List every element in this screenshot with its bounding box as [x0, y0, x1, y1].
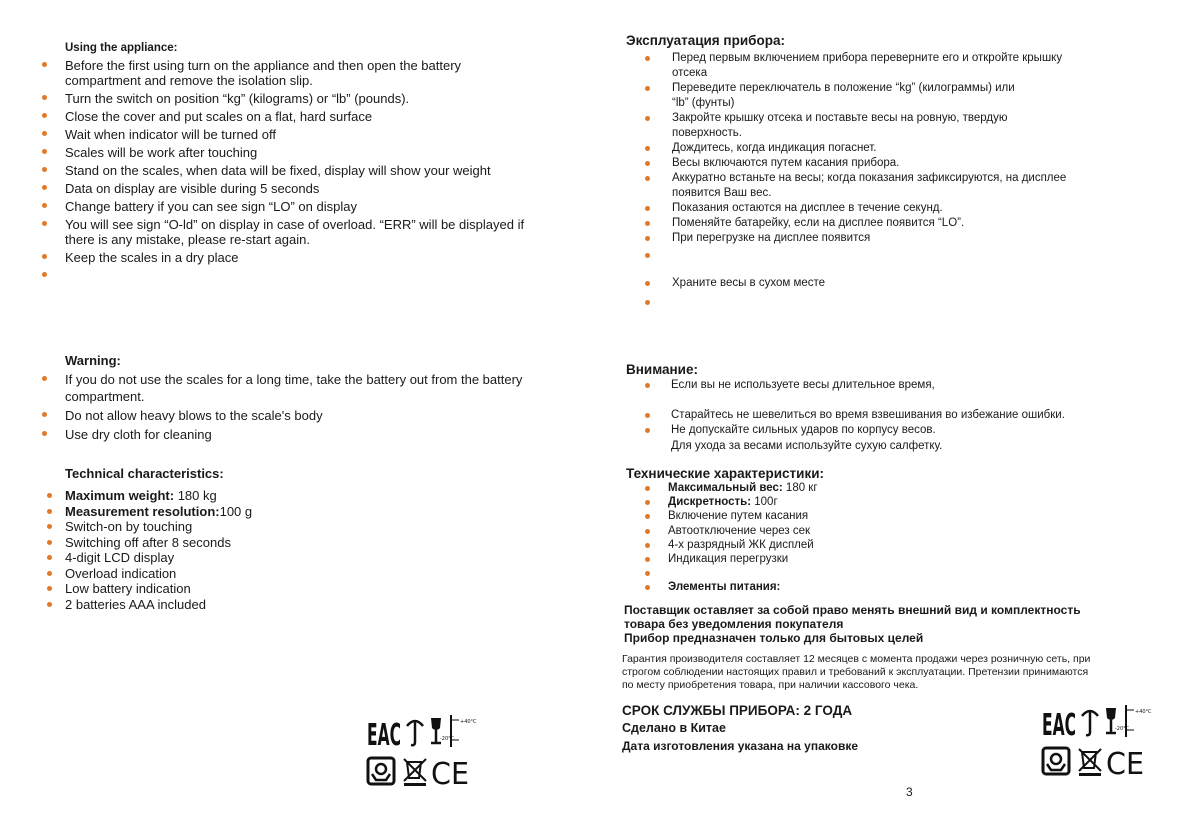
bullet-marker [42, 167, 47, 172]
tech-item-label: Элементы питания: [668, 581, 781, 594]
ce-mark [431, 757, 469, 788]
svg-text:-20°C: -20°C [1115, 726, 1130, 732]
list-item-text: Аккуратно встаньте на весы; когда показания зафиксируются, на дисплее [672, 172, 1067, 184]
eac-mark [367, 718, 401, 753]
tech-item-label: Maximum weight: [65, 488, 175, 503]
warning-extra-ru: Для ухода за весами используйте сухую салфетку. [671, 440, 943, 452]
bullet-marker [645, 176, 650, 181]
bullet-marker [645, 253, 650, 258]
tech-item [668, 580, 780, 594]
umbrella-icon [407, 721, 423, 745]
list-item-text: Keep the scales in a dry place [65, 250, 239, 265]
svg-text:+40°C: +40°C [1135, 709, 1152, 715]
list-item-text: Храните весы в сухом месте [672, 277, 826, 289]
bullet-marker [42, 62, 47, 67]
tech-item [65, 535, 231, 550]
bullet-marker [47, 602, 52, 607]
bullet-marker [42, 203, 47, 208]
list-item-text: You will see sign “O-ld” on display in case of overload. “ERR” will be displayed if [65, 217, 525, 232]
bullet-marker [47, 571, 52, 576]
list-item-text: Перед первым включением прибора переверните его и откройте крышку [672, 52, 1063, 64]
list-item-text: there is any mistake, please re-start again. [65, 232, 310, 247]
bullet-marker [42, 431, 47, 436]
list-item-text: Старайтесь не шевелиться во время взвешивания во избежание ошибки. [671, 409, 1065, 421]
page-number: 3 [906, 785, 913, 799]
list-item-text: Не допускайте сильных ударов по корпусу весов. [671, 424, 936, 436]
temperature-range-icon [440, 715, 477, 747]
bullet-marker [47, 493, 52, 498]
service-life: СРОК СЛУЖБЫ ПРИБОРА: 2 ГОДА [622, 703, 853, 718]
list-item-text: При перегрузке на дисплее появится [672, 232, 871, 244]
bullet-marker [645, 281, 650, 286]
list-item-text: “lb” (фунты) [672, 97, 735, 109]
tech-item [65, 597, 206, 612]
tech-item [65, 488, 217, 503]
svg-text:EAC: EAC [367, 718, 401, 753]
list-item-text: отсека [672, 67, 708, 79]
bullet-marker [645, 86, 650, 91]
list-item-text: Turn the switch on position “kg” (kilograms) or “lb” (pounds). [65, 91, 410, 106]
bullet-marker [42, 149, 47, 154]
list-item-text: Do not allow heavy blows to the scale's body [65, 408, 323, 423]
bullet-marker [42, 185, 47, 190]
svg-text:CE: CE [431, 757, 469, 788]
list-item-text: Data on display are visible during 5 seconds [65, 181, 320, 196]
warranty-line-3: по месту приобретения товара, при наличии кассового чека. [622, 679, 919, 691]
tech-item-value: 100 g [219, 503, 253, 519]
tech-item-value: Включение путем касания [668, 510, 809, 523]
tech-item [668, 509, 808, 523]
eac-mark [1042, 708, 1076, 743]
handle-with-care-icon [1043, 748, 1069, 774]
tech-item-value: Индикация перегрузки [668, 553, 789, 565]
tech-item-value: Overload indication [65, 565, 177, 581]
household-use-notice: Прибор предназначен только для бытовых целей [624, 631, 924, 645]
certification-marks-left [365, 712, 477, 788]
bullet-marker [42, 254, 47, 259]
warning-title-ru: Внимание: [626, 362, 698, 377]
handle-with-care-icon [368, 758, 394, 784]
tech-item-label: Measurement resolution: [65, 503, 220, 519]
tech-item-label: Дискретность: [668, 496, 752, 509]
using-title: Using the appliance: [65, 42, 178, 54]
list-item-text: Если вы не используете весы длительное время, [671, 379, 935, 391]
temperature-range-icon [1115, 705, 1152, 737]
manufacture-date: Дата изготовления указана на упаковке [622, 739, 859, 753]
tech-item [65, 550, 174, 565]
tech-item [668, 524, 810, 538]
list-item-text: Показания остаются на дисплее в течение секунд. [672, 202, 943, 214]
tech-item-value: Switching off after 8 seconds [65, 534, 231, 550]
weee-bin-icon [404, 759, 426, 786]
tech-item [668, 552, 788, 566]
bullet-marker [42, 95, 47, 100]
list-item-text: Close the cover and put scales on a flat, hard surface [65, 109, 373, 124]
bullet-marker [645, 543, 650, 548]
bullet-marker [645, 585, 650, 590]
bullet-marker [645, 428, 650, 433]
bullet-marker [645, 236, 650, 241]
tech-item-value: 100г [751, 496, 778, 509]
tech-item [65, 504, 252, 519]
list-item-text: compartment. [65, 389, 145, 404]
list-item-text: Before the first using turn on the appliance and then open the battery [65, 58, 462, 73]
warranty-line-1: Гарантия производителя составляет 12 месяцев с момента продажи через розничную сеть, при [622, 653, 1091, 665]
bullet-marker [42, 113, 47, 118]
tech-item [668, 481, 818, 495]
bullet-marker [42, 272, 47, 277]
ce-mark [1106, 747, 1144, 778]
bullet-marker [47, 509, 52, 514]
list-item-text: Весы включаются путем касания прибора. [672, 157, 900, 169]
using-title-ru: Эксплуатация прибора: [626, 33, 785, 48]
bullet-marker [645, 56, 650, 61]
bullet-marker [47, 524, 52, 529]
list-item-text: Wait when indicator will be turned off [65, 127, 276, 142]
bullet-marker [645, 146, 650, 151]
tech-item-value: 180 кг [782, 482, 818, 494]
tech-item-value: Low battery indication [65, 581, 191, 596]
supplier-notice-line-2: товара без уведомления покупателя [624, 617, 844, 631]
bullet-marker [47, 555, 52, 560]
tech-item-value: 4-digit LCD display [65, 550, 175, 565]
bullet-marker [645, 500, 650, 505]
supplier-notice-line-1: Поставщик оставляет за собой право менять внешний вид и комплектность [624, 603, 1081, 617]
bullet-marker [645, 116, 650, 121]
bullet-marker [645, 514, 650, 519]
warning-title: Warning: [65, 353, 121, 368]
tech-item [668, 538, 814, 552]
bullet-marker [47, 586, 52, 591]
tech-item-value: 4-х разрядный ЖК дисплей [668, 538, 814, 551]
bullet-marker [645, 571, 650, 576]
list-item-text: Stand on the scales, when data will be fixed, display will show your weight [65, 163, 491, 178]
bullet-marker [645, 486, 650, 491]
list-item-text: Scales will be work after touching [65, 145, 258, 160]
list-item-text: Use dry cloth for cleaning [65, 427, 212, 442]
bullet-marker [645, 529, 650, 534]
tech-item-value: 180 kg [174, 488, 217, 503]
tech-item-label: Максимальный вес: [668, 482, 783, 494]
tech-item [65, 566, 176, 581]
svg-text:CE: CE [1106, 747, 1144, 778]
bullet-marker [645, 221, 650, 226]
list-item-text: Change battery if you can see sign “LO” on display [65, 199, 357, 214]
bullet-marker [645, 413, 650, 418]
list-item-text: Дождитесь, когда индикация погаснет. [672, 142, 877, 154]
umbrella-icon [1082, 711, 1098, 735]
certification-marks-right [1040, 702, 1152, 778]
list-item-text: Закройте крышку отсека и поставьте весы на ровную, твердую [672, 112, 1008, 124]
bullet-marker [42, 221, 47, 226]
svg-text:EAC: EAC [1042, 708, 1076, 743]
tech-item [65, 519, 192, 534]
list-item-text: поверхность. [672, 127, 742, 139]
tech-item-value: 2 batteries AAA included [65, 596, 206, 612]
bullet-marker [645, 300, 650, 305]
tech-item [65, 581, 191, 596]
bullet-marker [42, 131, 47, 136]
made-in: Сделано в Китае [622, 721, 726, 735]
list-item-text: If you do not use the scales for a long time, take the battery out from the battery [65, 372, 523, 387]
bullet-marker [645, 206, 650, 211]
tech-item-value: Автоотключение через сек [668, 524, 811, 537]
weee-bin-icon [1079, 749, 1101, 776]
list-item-text: появится Ваш вес. [672, 187, 772, 199]
list-item-text: Поменяйте батарейку, если на дисплее появится “LO”. [672, 217, 965, 229]
svg-text:+40°C: +40°C [460, 719, 477, 725]
bullet-marker [645, 161, 650, 166]
bullet-marker [42, 376, 47, 381]
tech-title: Technical characteristics: [65, 466, 224, 481]
tech-title-ru: Технические характеристики: [626, 466, 825, 481]
list-item-text: Переведите переключатель в положение “kg” (килограммы) или [672, 82, 1015, 94]
tech-item [668, 495, 778, 509]
bullet-marker [645, 557, 650, 562]
warranty-line-2: строгом соблюдении настоящих правил и требований к эксплуатации. Претензии принимаются [622, 666, 1089, 678]
svg-text:-20°C: -20°C [440, 736, 455, 742]
bullet-marker [42, 412, 47, 417]
tech-item-value: Switch-on by touching [65, 519, 193, 534]
bullet-marker [47, 540, 52, 545]
list-item-text: compartment and remove the isolation slip. [65, 73, 313, 88]
bullet-marker [645, 383, 650, 388]
